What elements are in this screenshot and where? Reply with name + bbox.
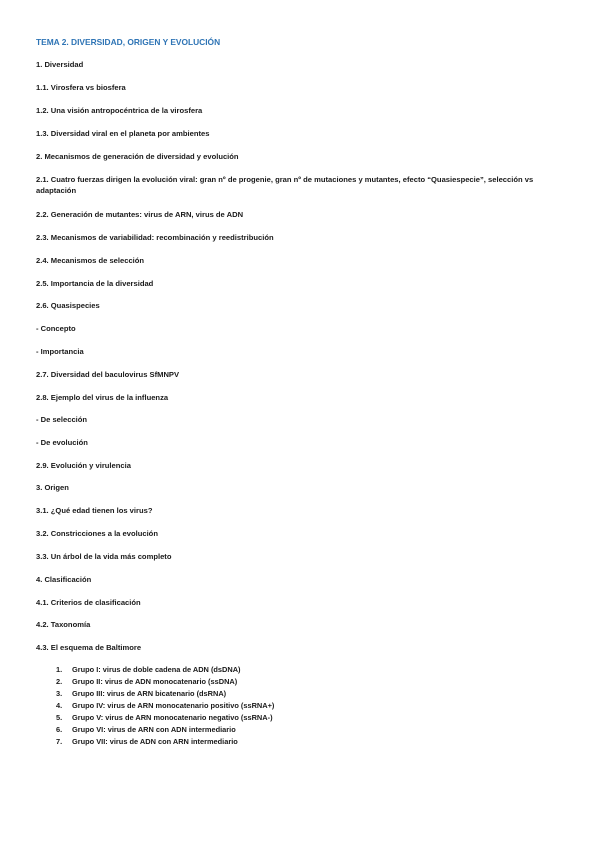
list-item-text: Grupo II: virus de ADN monocatenario (ssDNA) — [72, 677, 238, 686]
baltimore-group-list — [56, 664, 274, 748]
bullet-item: - De selección — [36, 415, 88, 424]
list-item-text: Grupo VI: virus de ARN con ADN intermediario — [72, 725, 236, 734]
section-heading: 3. Origen — [36, 483, 69, 492]
list-item-number: 2. — [56, 677, 63, 686]
list-item — [56, 676, 274, 688]
subsection-heading: 3.3. Un árbol de la vida más completo — [36, 552, 172, 561]
list-item-text: Grupo VII: virus de ADN con ARN intermediario — [72, 737, 238, 746]
list-item-text: Grupo IV: virus de ARN monocatenario positivo (ssRNA+) — [72, 701, 275, 710]
subsection-heading: 1.3. Diversidad viral en el planeta por ambientes — [36, 129, 210, 138]
list-item-number: 7. — [56, 737, 63, 746]
subsection-heading: 1.1. Virosfera vs biosfera — [36, 83, 126, 92]
subsection-heading: 3.2. Constricciones a la evolución — [36, 529, 158, 538]
list-item-text: Grupo V: virus de ARN monocatenario negativo (ssRNA-) — [72, 713, 273, 722]
subsection-heading: 2.6. Quasispecies — [36, 301, 100, 310]
bullet-item: - De evolución — [36, 438, 88, 447]
subsection-heading: 2.7. Diversidad del baculovirus SfMNPV — [36, 370, 180, 379]
list-item — [56, 664, 274, 676]
subsection-heading: 2.5. Importancia de la diversidad — [36, 279, 154, 288]
list-item-number: 6. — [56, 725, 63, 734]
subsection-heading: 2.3. Mecanismos de variabilidad: recombinación y reedistribución — [36, 233, 274, 242]
list-item — [56, 688, 274, 700]
list-item-number: 3. — [56, 689, 63, 698]
subsection-heading: 2.1. Cuatro fuerzas dirigen la evolución viral: gran nº de progenie, gran nº de mutaciones y mutantes, efecto “Quasiespecie”, selección vs adaptación — [36, 175, 534, 195]
list-item — [56, 712, 274, 724]
list-item — [56, 724, 274, 736]
section-heading: 2. Mecanismos de generación de diversidad y evolución — [36, 152, 239, 161]
subsection-heading: 2.9. Evolución y virulencia — [36, 461, 131, 470]
bullet-item: - Concepto — [36, 324, 76, 333]
subsection-heading: 4.2. Taxonomía — [36, 620, 91, 629]
subsection-heading: 3.1. ¿Qué edad tienen los virus? — [36, 506, 153, 515]
document-title: TEMA 2. DIVERSIDAD, ORIGEN Y EVOLUCIÓN — [36, 37, 221, 47]
list-item-number: 1. — [56, 665, 63, 674]
list-item-text: Grupo I: virus de doble cadena de ADN (dsDNA) — [72, 665, 241, 674]
section-heading: 4. Clasificación — [36, 575, 92, 584]
bullet-item: - Importancia — [36, 347, 84, 356]
subsection-heading: 2.2. Generación de mutantes: virus de ARN, virus de ADN — [36, 210, 244, 219]
section-heading: 1. Diversidad — [36, 60, 84, 69]
subsection-heading: 2.8. Ejemplo del virus de la influenza — [36, 393, 169, 402]
subsection-heading: 4.3. El esquema de Baltimore — [36, 643, 142, 652]
list-item — [56, 736, 274, 748]
list-item-number: 4. — [56, 701, 63, 710]
list-item-number: 5. — [56, 713, 63, 722]
list-item-text: Grupo III: virus de ARN bicatenario (dsRNA) — [72, 689, 227, 698]
subsection-heading: 1.2. Una visión antropocéntrica de la virosfera — [36, 106, 203, 115]
list-item — [56, 700, 274, 712]
subsection-heading: 2.4. Mecanismos de selección — [36, 256, 145, 265]
subsection-heading: 4.1. Criterios de clasificación — [36, 598, 141, 607]
